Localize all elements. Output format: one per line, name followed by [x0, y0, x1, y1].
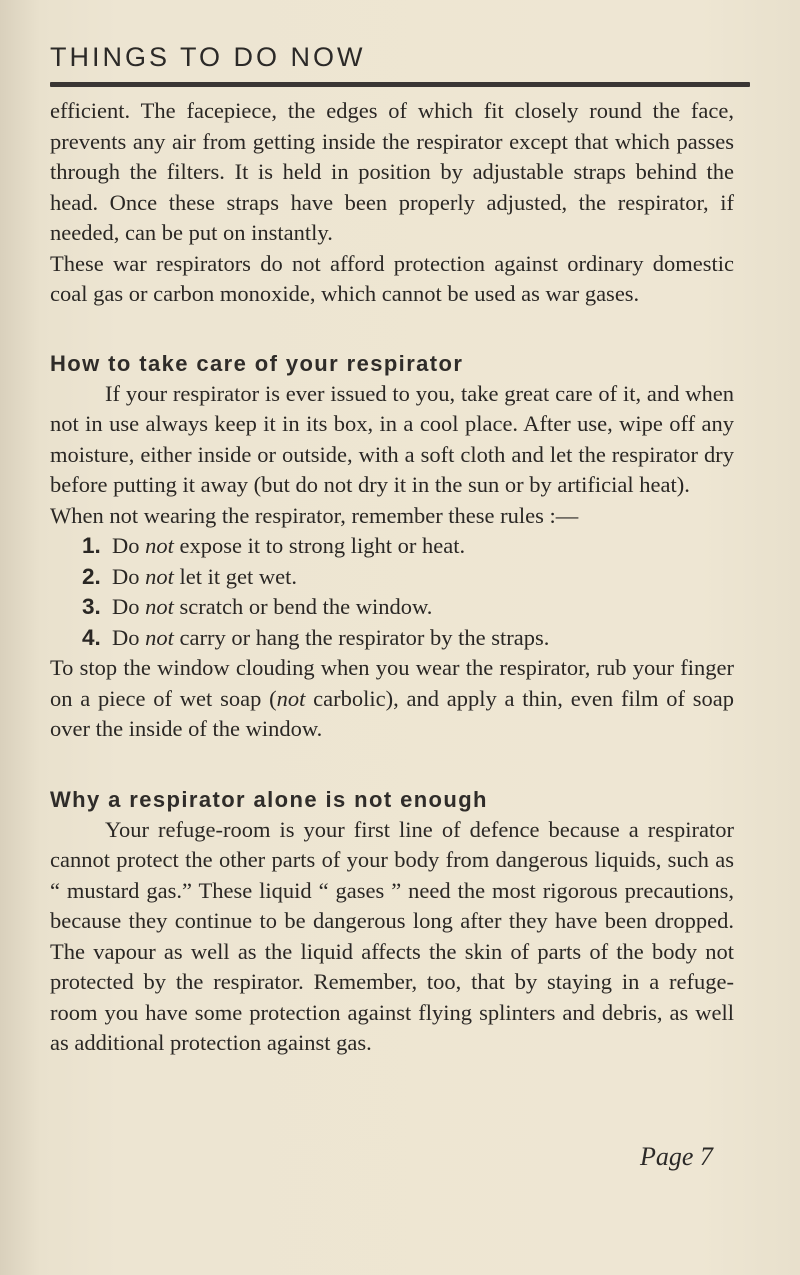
- care-section-heading: How to take care of your respirator: [50, 350, 464, 376]
- list-item-number: 4.: [82, 624, 101, 650]
- list-item-number: 2.: [82, 563, 101, 589]
- why-section-heading: Why a respirator alone is not enough: [50, 786, 488, 812]
- list-item-number: 1.: [82, 533, 101, 558]
- list-item: [82, 562, 734, 593]
- list-item-number: 3.: [82, 594, 101, 619]
- care-rules-list: [50, 531, 734, 653]
- intro-paragraph-2: These war respirators do not afford protection against ordinary domestic coal gas or carbon monoxide, which cannot be used as war gases.: [50, 250, 734, 306]
- list-item: [82, 623, 734, 654]
- list-item-text: Do not let it get wet.: [112, 563, 297, 589]
- list-item-text: Do not scratch or bend the window.: [112, 594, 433, 619]
- list-item-text: Do not carry or hang the respirator by the straps.: [112, 624, 550, 650]
- page-body: [50, 96, 734, 1059]
- list-item: [82, 592, 734, 623]
- header-rule: [50, 82, 750, 87]
- running-header: THINGS TO DO NOW: [50, 42, 366, 72]
- care-paragraph-1: If your respirator is ever issued to you, take great care of it, and when not in use always keep it in its box, in a cool place. After use, wipe off any moisture, either inside or outside, with a soft cloth and let the respirator dry before putting it away (but do not dry it in the sun or by artificial heat).: [50, 380, 734, 497]
- list-item: [82, 531, 734, 562]
- why-paragraph-1: Your refuge-room is your first line of defence because a respirator cannot protect the other parts of your body from dangerous liquids, such as “ mustard gas.” These liquid “ gases ” need the most rigorous precautions, because they continue to be dangerous long after they have been dropped. The vapour as well as the liquid affects the skin of parts of the body not protected by the respirator. Remember, too, that by staying in a refuge-room you have some protection against flying splinters and debris, as well as additional protection against gas.: [50, 816, 734, 1055]
- intro-paragraph-1: efficient. The facepiece, the edges of which fit closely round the face, prevents any air from getting inside the respirator except that which passes through the filters. It is held in position by adjustable straps behind the head. Once these straps have been properly adjusted, the respirator, if needed, can be put on instantly.: [50, 98, 734, 245]
- page-number: Page 7: [640, 1142, 713, 1171]
- list-item-text: Do not expose it to strong light or heat.: [112, 533, 466, 558]
- care-paragraph-3: To stop the window clouding when you wear the respirator, rub your finger on a piece of wet soap (not carbolic), and apply a thin, even film of soap over the inside of the window.: [50, 655, 734, 741]
- care-paragraph-2: When not wearing the respirator, remember these rules :—: [50, 502, 579, 528]
